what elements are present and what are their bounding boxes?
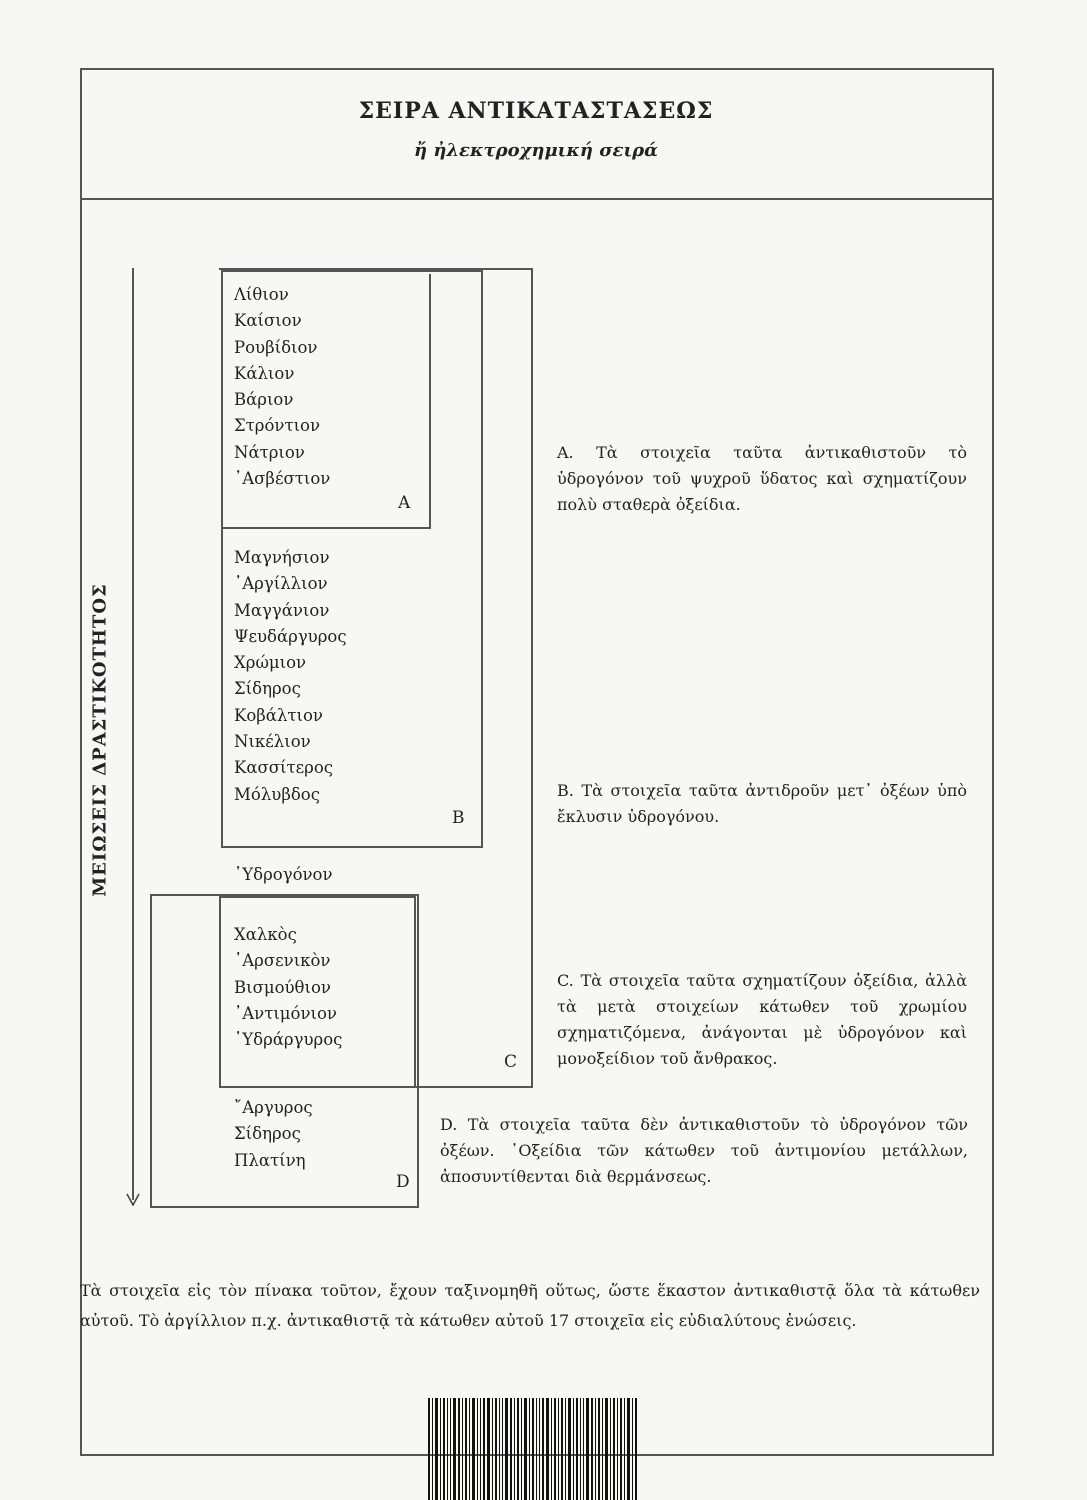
- element-nickel: Νικέλιον: [234, 732, 311, 752]
- element-iron-d: Σίδηρος: [234, 1124, 301, 1144]
- element-sodium: Νάτριον: [234, 442, 305, 462]
- element-antimony: ᾿Αντιμόνιον: [234, 1003, 337, 1023]
- element-silver: ῎Αργυρος: [234, 1098, 313, 1117]
- element-aluminium: ᾿Αργίλλιον: [234, 574, 328, 594]
- element-magnesium: Μαγνήσιον: [234, 548, 330, 567]
- group-c-letter: C: [504, 1052, 518, 1072]
- element-mercury: ῾Υδράργυρος: [234, 1030, 343, 1050]
- group-a-note: A. Τὰ στοιχεῖα ταῦτα ἀντικαθιστοῦν τὸ ὑδρογόνον τοῦ ψυχροῦ ὕδατος καὶ σχηματίζουν πολὺ σταθερὰ ὀξείδια.: [557, 443, 967, 514]
- barcode-image: [428, 1398, 674, 1500]
- element-chromium: Χρώμιον: [234, 653, 307, 673]
- element-arsenic: ᾿Αρσενικὸν: [234, 951, 331, 971]
- element-hydrogen: ῾Υδρογόνον: [234, 865, 333, 884]
- element-rubidium: Ρουβίδιον: [234, 337, 318, 357]
- arrow-down-icon: [126, 1192, 140, 1206]
- element-platinum: Πλατίνη: [234, 1150, 306, 1170]
- group-d-note: D. Τὰ στοιχεῖα ταῦτα δὲν ἀντικαθιστοῦν τὸ ὑδρογόνον τῶν ὀξέων. ᾿Οξείδια τῶν κάτωθεν τοῦ ἀντιμονίου μετάλλων, ἀποσυντίθενται διὰ θερμάνσεως.: [440, 1115, 968, 1186]
- element-lithium: Λίθιον: [234, 285, 289, 304]
- group-a-list: [234, 282, 330, 492]
- group-d-letter: D: [396, 1172, 410, 1192]
- page-frame: [80, 68, 994, 1456]
- group-b-letter: B: [452, 808, 465, 828]
- element-manganese: Μαγγάνιον: [234, 600, 330, 620]
- footer-text: Τὰ στοιχεῖα εἰς τὸν πίνακα τοῦτον, ἔχουν ταξινομηθῆ οὕτως, ὥστε ἕκαστον ἀντικαθιστᾷ ὅλα τὰ κάτωθεν αὐτοῦ. Τὸ ἀργίλλιον π.χ. ἀντικαθιστᾷ τὰ κάτωθεν αὐτοῦ 17 στοιχεῖα εἰς εὐδιαλύτους ἑνώσεις.: [80, 1281, 980, 1330]
- activity-arrow-line: [132, 268, 134, 1200]
- element-calcium: ᾿Ασβέστιον: [234, 469, 331, 489]
- element-copper: Χαλκὸς: [234, 925, 297, 944]
- page-title: ΣΕΙΡΑ ΑΝΤΙΚΑΤΑΣΤΑΣΕΩΣ: [358, 98, 714, 124]
- group-a-letter: A: [398, 493, 411, 513]
- element-strontium: Στρόντιον: [234, 416, 321, 436]
- group-b-note: B. Τὰ στοιχεῖα ταῦτα ἀντιδροῦν μετ᾿ ὀξέων ὑπὸ ἔκλυσιν ὑδρογόνου.: [557, 781, 967, 826]
- element-cobalt: Κοβάλτιον: [234, 705, 323, 725]
- element-tin: Κασσίτερος: [234, 758, 334, 778]
- element-iron: Σίδηρος: [234, 679, 301, 699]
- element-caesium: Καίσιον: [234, 311, 302, 331]
- element-lead: Μόλυβδος: [234, 784, 320, 804]
- element-bismuth: Βισμούθιον: [234, 977, 331, 997]
- group-b-list: [234, 545, 347, 808]
- page-subtitle: ἤ ἠλεκτροχημική σειρά: [414, 140, 658, 161]
- header-divider: [80, 198, 992, 200]
- element-barium: Βάριον: [234, 390, 294, 410]
- group-c-list: [234, 922, 342, 1053]
- element-potassium: Κάλιον: [234, 363, 295, 383]
- group-d-list: [234, 1095, 313, 1174]
- group-c-note: C. Τὰ στοιχεῖα ταῦτα σχηματίζουν ὀξείδια, ἀλλὰ τὰ μετὰ στοιχείων κάτωθεν τοῦ χρωμίου σχηματιζόμενα, ἀνάγονται μὲ ὑδρογόνον καὶ μονοξείδιον τοῦ ἄνθρακος.: [557, 971, 967, 1068]
- element-zinc: Ψευδάργυρος: [234, 626, 347, 646]
